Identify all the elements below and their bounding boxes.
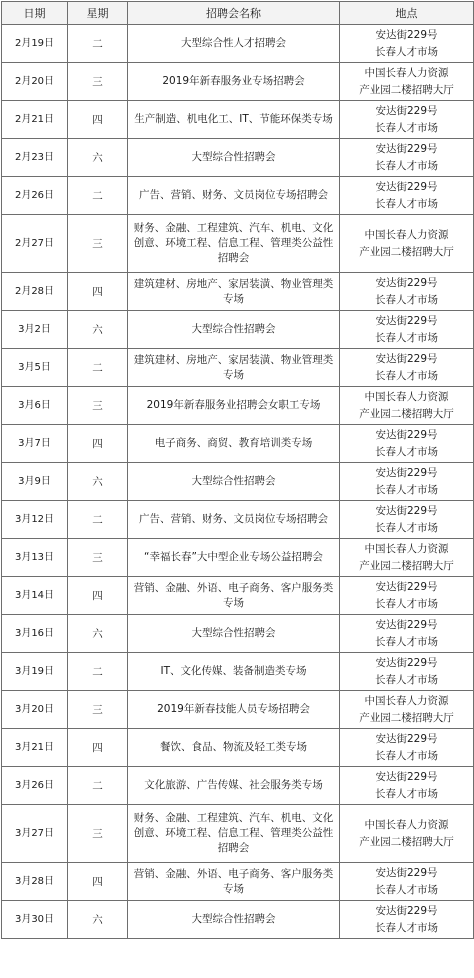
- location-cell: [340, 805, 474, 863]
- date-cell: 2月23日: [2, 139, 68, 177]
- date-cell: 3月6日: [2, 387, 68, 425]
- weekday-cell: 二: [68, 501, 128, 539]
- location-line: 产业园二楼招聘大厅: [359, 407, 454, 420]
- location-cell: [340, 863, 474, 901]
- weekday-cell: 四: [68, 101, 128, 139]
- location-cell: [340, 901, 474, 939]
- location-line: 长春人才市场: [375, 197, 438, 210]
- table-row: [2, 653, 474, 691]
- date-cell: 2月20日: [2, 63, 68, 101]
- location-cell: [340, 177, 474, 215]
- weekday-cell: 六: [68, 615, 128, 653]
- location-line: 中国长春人力资源: [364, 228, 449, 241]
- weekday-cell: 三: [68, 691, 128, 729]
- location-line: 安达街229号: [375, 276, 438, 289]
- location-line: 长春人才市场: [375, 921, 438, 934]
- location-line: 长春人才市场: [375, 597, 438, 610]
- weekday-cell: 四: [68, 273, 128, 311]
- table-row: [2, 273, 474, 311]
- location-cell: [340, 615, 474, 653]
- location-line: 长春人才市场: [375, 483, 438, 496]
- header-location: 地点: [340, 2, 474, 25]
- location-line: 安达街229号: [375, 104, 438, 117]
- table-row: [2, 805, 474, 863]
- location-line: 安达街229号: [375, 142, 438, 155]
- weekday-cell: 二: [68, 767, 128, 805]
- table-row: [2, 729, 474, 767]
- location-line: 安达街229号: [375, 180, 438, 193]
- header-row: [2, 2, 474, 25]
- date-cell: 3月5日: [2, 349, 68, 387]
- location-cell: [340, 691, 474, 729]
- date-cell: 3月19日: [2, 653, 68, 691]
- weekday-cell: 四: [68, 577, 128, 615]
- location-cell: [340, 101, 474, 139]
- fair-name-cell: 文化旅游、广告传媒、社会服务类专场: [128, 767, 340, 805]
- location-cell: [340, 387, 474, 425]
- location-line: 产业园二楼招聘大厅: [359, 245, 454, 258]
- table-row: [2, 425, 474, 463]
- table-row: [2, 691, 474, 729]
- weekday-cell: 六: [68, 311, 128, 349]
- date-cell: 3月26日: [2, 767, 68, 805]
- header-weekday: 星期: [68, 2, 128, 25]
- location-line: 中国长春人力资源: [364, 694, 449, 707]
- fair-name-cell: IT、文化传媒、装备制造类专场: [128, 653, 340, 691]
- location-line: 安达街229号: [375, 732, 438, 745]
- table-row: [2, 463, 474, 501]
- job-fair-schedule-table: [1, 1, 474, 939]
- fair-name-cell: “幸福长春”大中型企业专场公益招聘会: [128, 539, 340, 577]
- table-row: [2, 767, 474, 805]
- weekday-cell: 四: [68, 863, 128, 901]
- date-cell: 3月27日: [2, 805, 68, 863]
- fair-name-cell: 广告、营销、财务、文员岗位专场招聘会: [128, 177, 340, 215]
- weekday-cell: 三: [68, 539, 128, 577]
- date-cell: 3月21日: [2, 729, 68, 767]
- location-line: 长春人才市场: [375, 521, 438, 534]
- weekday-cell: 二: [68, 177, 128, 215]
- table-body: [2, 25, 474, 939]
- fair-name-cell: 2019年新春技能人员专场招聘会: [128, 691, 340, 729]
- fair-name-cell: 大型综合性招聘会: [128, 463, 340, 501]
- fair-name-cell: 餐饮、食品、物流及轻工类专场: [128, 729, 340, 767]
- date-cell: 2月21日: [2, 101, 68, 139]
- table-row: [2, 577, 474, 615]
- location-line: 长春人才市场: [375, 445, 438, 458]
- fair-name-cell: 营销、金融、外语、电子商务、客户服务类专场: [128, 863, 340, 901]
- weekday-cell: 六: [68, 901, 128, 939]
- date-cell: 2月27日: [2, 215, 68, 273]
- weekday-cell: 三: [68, 805, 128, 863]
- location-line: 长春人才市场: [375, 293, 438, 306]
- location-line: 安达街229号: [375, 770, 438, 783]
- fair-name-cell: 营销、金融、外语、电子商务、客户服务类专场: [128, 577, 340, 615]
- location-line: 长春人才市场: [375, 883, 438, 896]
- location-line: 产业园二楼招聘大厅: [359, 83, 454, 96]
- location-line: 长春人才市场: [375, 369, 438, 382]
- location-line: 安达街229号: [375, 504, 438, 517]
- location-line: 安达街229号: [375, 580, 438, 593]
- header-fair-name: 招聘会名称: [128, 2, 340, 25]
- fair-name-cell: 建筑建材、房地产、家居装潢、物业管理类专场: [128, 349, 340, 387]
- date-cell: 3月28日: [2, 863, 68, 901]
- table-row: [2, 901, 474, 939]
- location-line: 中国长春人力资源: [364, 542, 449, 555]
- weekday-cell: 三: [68, 63, 128, 101]
- table-row: [2, 311, 474, 349]
- location-cell: [340, 425, 474, 463]
- weekday-cell: 三: [68, 387, 128, 425]
- location-line: 产业园二楼招聘大厅: [359, 559, 454, 572]
- table-row: [2, 139, 474, 177]
- location-line: 长春人才市场: [375, 635, 438, 648]
- fair-name-cell: 大型综合性招聘会: [128, 311, 340, 349]
- fair-name-cell: 生产制造、机电化工、IT、节能环保类专场: [128, 101, 340, 139]
- location-line: 长春人才市场: [375, 159, 438, 172]
- location-line: 安达街229号: [375, 28, 438, 41]
- table-row: [2, 25, 474, 63]
- table-row: [2, 387, 474, 425]
- location-line: 产业园二楼招聘大厅: [359, 835, 454, 848]
- location-line: 安达街229号: [375, 904, 438, 917]
- location-line: 中国长春人力资源: [364, 818, 449, 831]
- location-cell: [340, 311, 474, 349]
- table-row: [2, 177, 474, 215]
- weekday-cell: 二: [68, 349, 128, 387]
- location-line: 长春人才市场: [375, 45, 438, 58]
- location-line: 安达街229号: [375, 618, 438, 631]
- location-cell: [340, 139, 474, 177]
- fair-name-cell: 2019年新春服务业招聘会女职工专场: [128, 387, 340, 425]
- location-line: 长春人才市场: [375, 331, 438, 344]
- location-line: 长春人才市场: [375, 673, 438, 686]
- location-line: 中国长春人力资源: [364, 66, 449, 79]
- location-line: 安达街229号: [375, 428, 438, 441]
- location-cell: [340, 539, 474, 577]
- weekday-cell: 四: [68, 425, 128, 463]
- date-cell: 2月26日: [2, 177, 68, 215]
- fair-name-cell: 大型综合性招聘会: [128, 615, 340, 653]
- location-line: 长春人才市场: [375, 121, 438, 134]
- location-cell: [340, 501, 474, 539]
- weekday-cell: 二: [68, 25, 128, 63]
- date-cell: 3月30日: [2, 901, 68, 939]
- table-row: [2, 349, 474, 387]
- location-cell: [340, 577, 474, 615]
- location-cell: [340, 729, 474, 767]
- table-row: [2, 539, 474, 577]
- location-line: 安达街229号: [375, 866, 438, 879]
- location-line: 安达街229号: [375, 314, 438, 327]
- date-cell: 3月20日: [2, 691, 68, 729]
- location-cell: [340, 215, 474, 273]
- table-row: [2, 863, 474, 901]
- location-line: 长春人才市场: [375, 749, 438, 762]
- date-cell: 2月19日: [2, 25, 68, 63]
- location-cell: [340, 767, 474, 805]
- location-line: 长春人才市场: [375, 787, 438, 800]
- fair-name-cell: 大型综合性招聘会: [128, 901, 340, 939]
- location-line: 安达街229号: [375, 352, 438, 365]
- table-row: [2, 615, 474, 653]
- location-cell: [340, 463, 474, 501]
- location-line: 安达街229号: [375, 656, 438, 669]
- date-cell: 2月28日: [2, 273, 68, 311]
- weekday-cell: 六: [68, 463, 128, 501]
- table-row: [2, 501, 474, 539]
- weekday-cell: 二: [68, 653, 128, 691]
- fair-name-cell: 建筑建材、房地产、家居装潢、物业管理类专场: [128, 273, 340, 311]
- location-cell: [340, 349, 474, 387]
- location-line: 中国长春人力资源: [364, 390, 449, 403]
- date-cell: 3月16日: [2, 615, 68, 653]
- fair-name-cell: 广告、营销、财务、文员岗位专场招聘会: [128, 501, 340, 539]
- fair-name-cell: 电子商务、商贸、教育培训类专场: [128, 425, 340, 463]
- fair-name-cell: 2019年新春服务业专场招聘会: [128, 63, 340, 101]
- location-line: 产业园二楼招聘大厅: [359, 711, 454, 724]
- location-cell: [340, 273, 474, 311]
- fair-name-cell: 大型综合性招聘会: [128, 139, 340, 177]
- weekday-cell: 三: [68, 215, 128, 273]
- table-row: [2, 215, 474, 273]
- fair-name-cell: 财务、金融、工程建筑、汽车、机电、文化创意、环境工程、信息工程、管理类公益性招聘会: [128, 215, 340, 273]
- location-cell: [340, 63, 474, 101]
- table-row: [2, 101, 474, 139]
- date-cell: 3月2日: [2, 311, 68, 349]
- weekday-cell: 四: [68, 729, 128, 767]
- table-row: [2, 63, 474, 101]
- fair-name-cell: 大型综合性人才招聘会: [128, 25, 340, 63]
- weekday-cell: 六: [68, 139, 128, 177]
- fair-name-cell: 财务、金融、工程建筑、汽车、机电、文化创意、环境工程、信息工程、管理类公益性招聘会: [128, 805, 340, 863]
- date-cell: 3月9日: [2, 463, 68, 501]
- date-cell: 3月12日: [2, 501, 68, 539]
- date-cell: 3月13日: [2, 539, 68, 577]
- location-cell: [340, 25, 474, 63]
- date-cell: 3月14日: [2, 577, 68, 615]
- header-date: 日期: [2, 2, 68, 25]
- date-cell: 3月7日: [2, 425, 68, 463]
- location-line: 安达街229号: [375, 466, 438, 479]
- location-cell: [340, 653, 474, 691]
